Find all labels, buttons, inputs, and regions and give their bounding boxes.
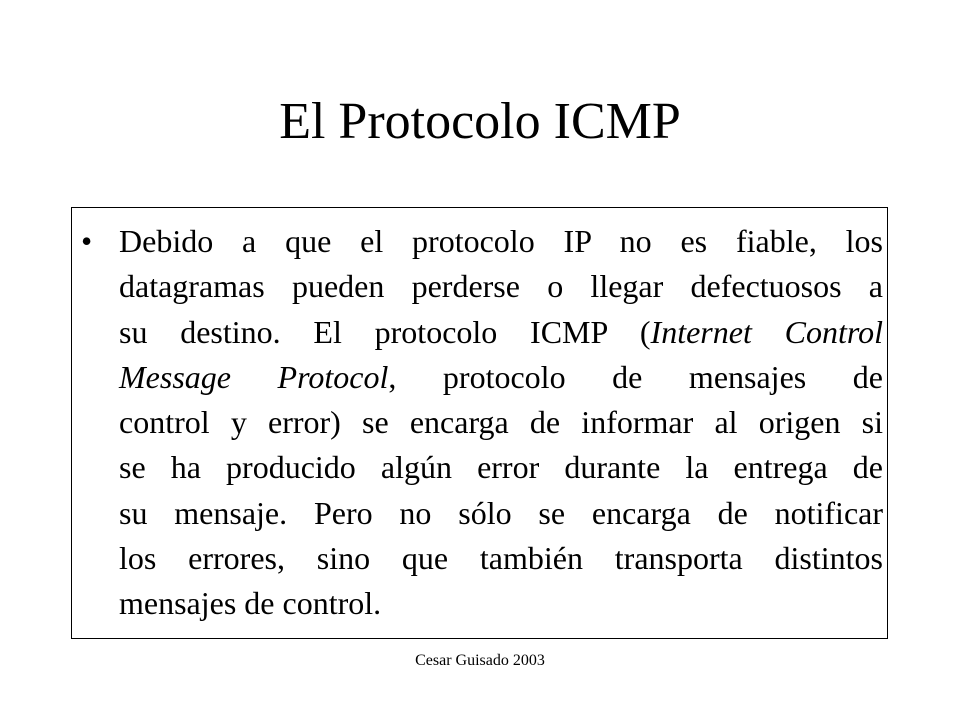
- text-line-4: [119, 355, 883, 400]
- text-line-5: control y error) se encarga de informar al origen si: [119, 404, 883, 441]
- slide-title: El Protocolo ICMP: [279, 93, 681, 150]
- bullet-icon: •: [81, 223, 93, 259]
- text-segment: , protocolo de mensajes de: [388, 358, 883, 395]
- text-line-9: mensajes de control.: [119, 585, 382, 622]
- italic-term: Message Protocol: [119, 358, 389, 395]
- text-line-2: datagramas pueden perderse o llegar defectuosos a: [119, 268, 883, 305]
- text-line-1: Debido a que el protocolo IP no es fiable, los: [119, 223, 883, 259]
- italic-term: Internet Control: [650, 313, 884, 350]
- text-line-7: su mensaje. Pero no sólo se encarga de notificar: [119, 494, 883, 531]
- footer-credit: Cesar Guisado 2003: [415, 652, 545, 669]
- text-line-3: [119, 310, 883, 355]
- content-box: [71, 207, 888, 639]
- bullet-item: [81, 219, 883, 627]
- text-line-6: se ha producido algún error durante la entrega de: [119, 449, 883, 486]
- bullet-text: [119, 219, 883, 627]
- text-line-8: los errores, sino que también transporta distintos: [119, 540, 883, 577]
- text-segment: su destino. El protocolo ICMP (: [119, 313, 651, 350]
